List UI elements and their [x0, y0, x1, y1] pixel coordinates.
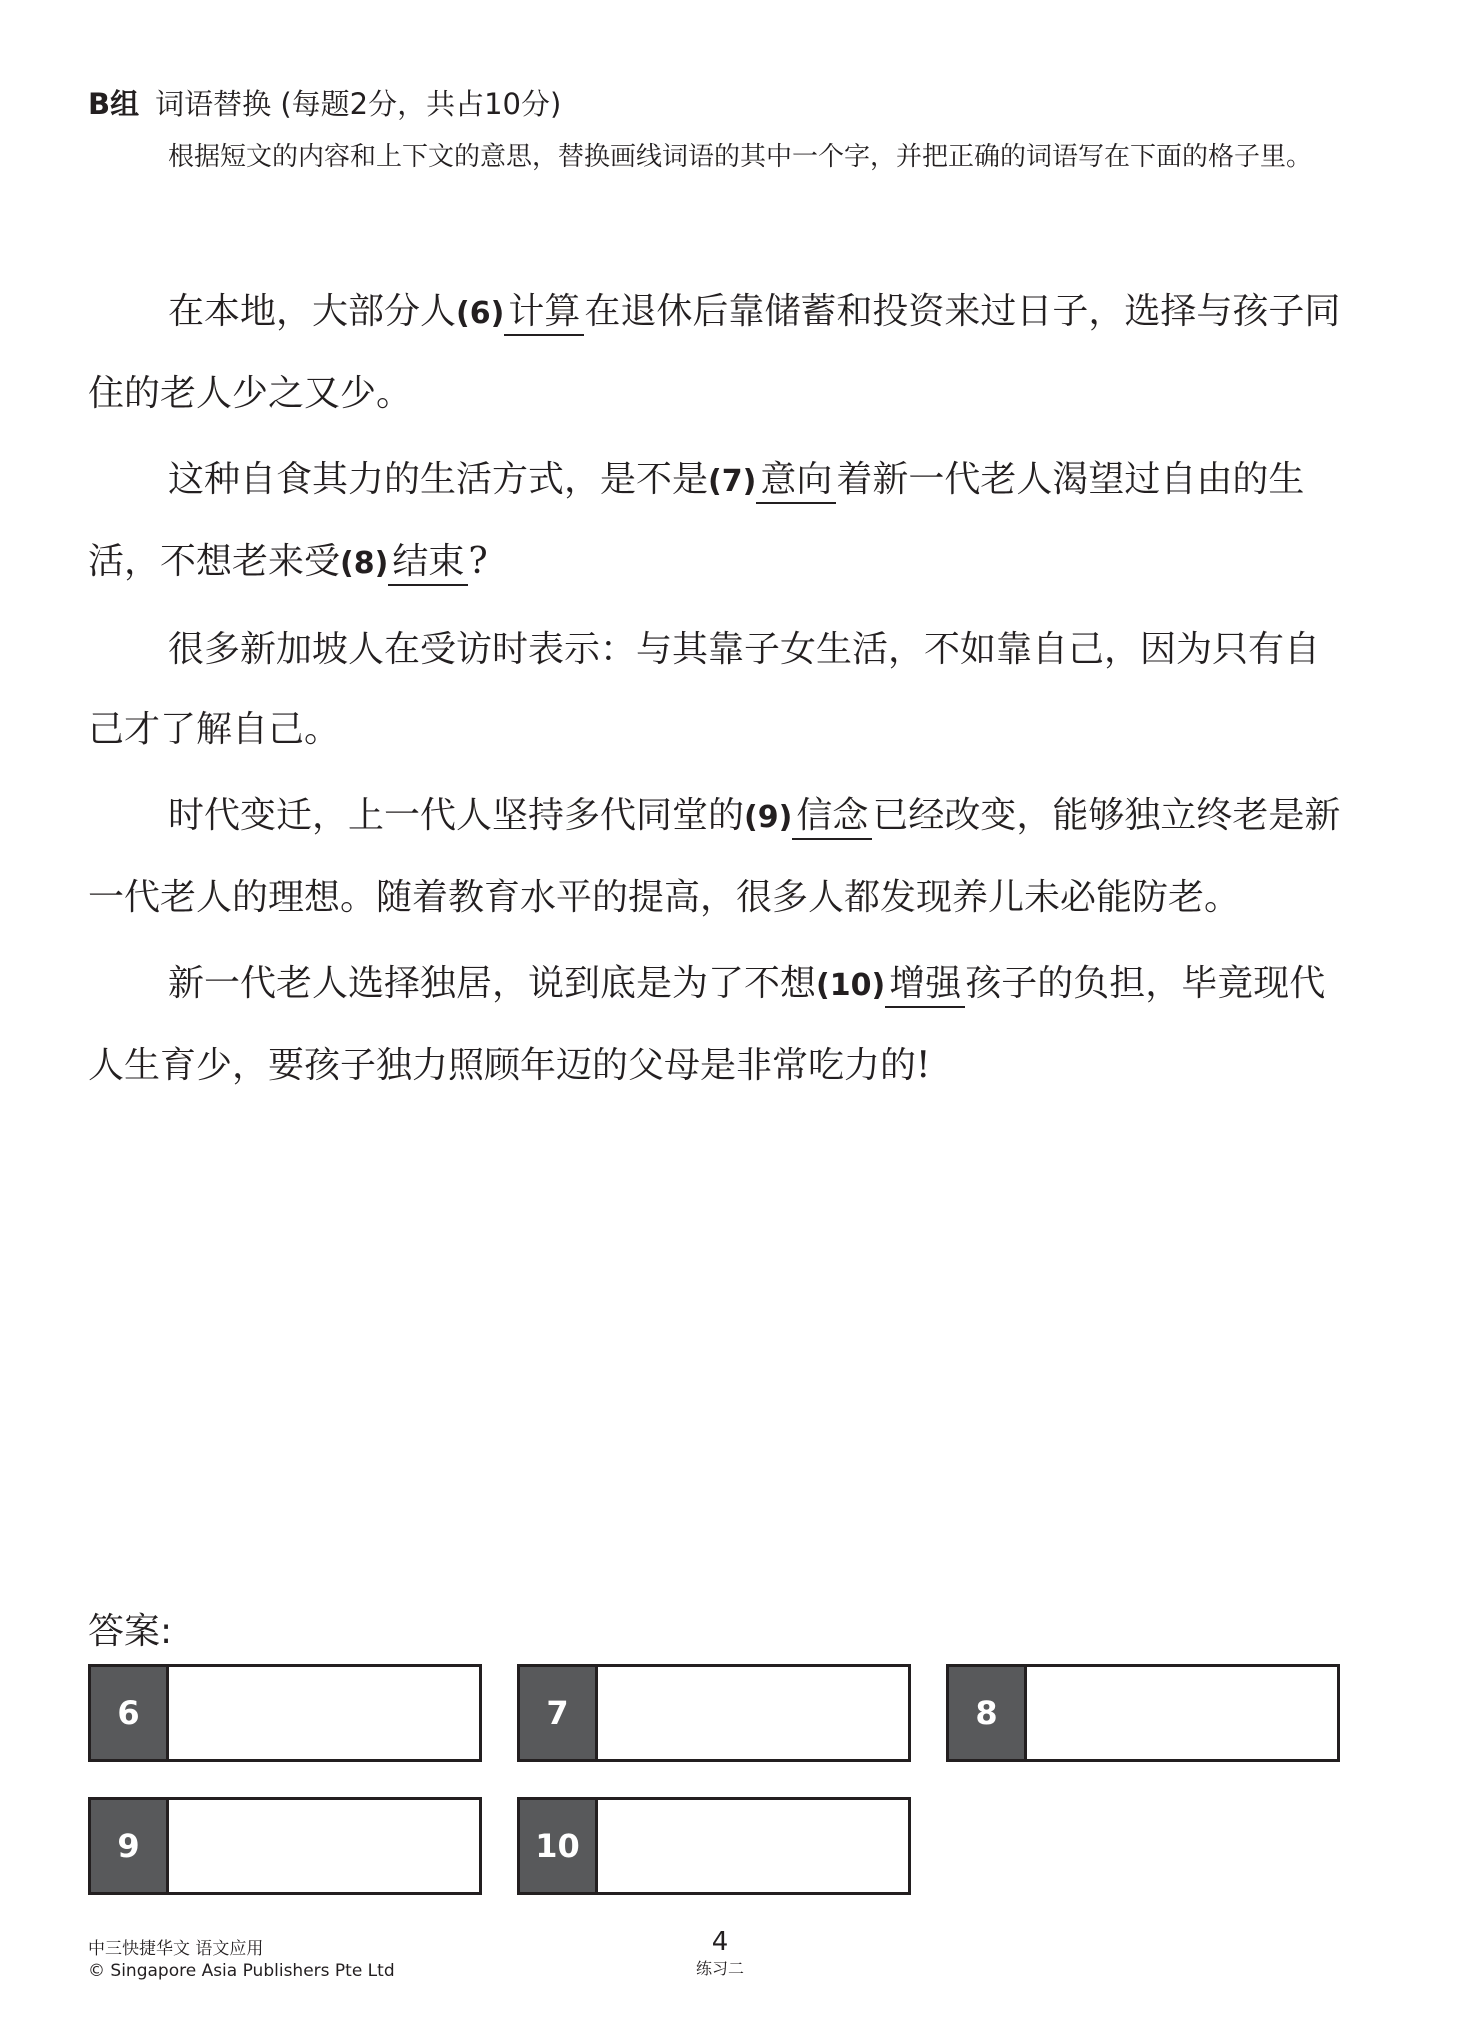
passage-text: 很多新加坡人在受访时表示：与其靠子女生活，不如靠自己，因为只有自己才了解自己。	[88, 629, 1321, 750]
answer-number-9: 9	[91, 1800, 169, 1892]
passage-text: ?	[468, 541, 488, 582]
answer-number-10: 10	[520, 1800, 598, 1892]
passage-paragraph-5	[88, 944, 1350, 1106]
answer-field-9[interactable]	[169, 1800, 479, 1892]
passage-paragraph-1	[88, 272, 1350, 434]
passage-text: 新一代老人选择独居，说到底是为了不想	[168, 963, 817, 1004]
passage-text: 在本地，大部分人	[168, 291, 457, 332]
answer-field-8[interactable]	[1027, 1667, 1337, 1759]
passage-text: 时代变迁，上一代人坚持多代同堂的	[168, 795, 745, 836]
underlined-word-10: 增强	[885, 963, 965, 1008]
passage-paragraph-2	[88, 440, 1350, 604]
answer-box-8	[946, 1664, 1340, 1762]
underlined-word-9: 信念	[792, 795, 872, 840]
page-number: 4	[711, 1927, 729, 1957]
footer-left	[88, 1938, 395, 1982]
answer-box-7	[517, 1664, 911, 1762]
question-number-8: (8)	[340, 546, 389, 581]
answer-field-7[interactable]	[598, 1667, 908, 1759]
underlined-word-8: 结束	[388, 541, 468, 586]
answer-number-8: 8	[949, 1667, 1027, 1759]
answer-box-6	[88, 1664, 482, 1762]
answers-label: 答案:	[88, 1611, 173, 1652]
passage-text: 这种自食其力的生活方式，是不是	[168, 459, 709, 500]
section-label: B组	[88, 87, 140, 121]
section-title: 词语替换 (每题2分，共占10分)	[155, 87, 562, 121]
passage-paragraph-4	[88, 776, 1350, 938]
question-number-7: (7)	[708, 464, 757, 499]
passage-text: 着新一代老人渴望过自由的生活，不想老来受	[88, 459, 1305, 582]
question-number-9: (9)	[744, 800, 793, 835]
answer-number-6: 6	[91, 1667, 169, 1759]
answer-field-6[interactable]	[169, 1667, 479, 1759]
footer-center	[660, 1926, 780, 1980]
answer-field-10[interactable]	[598, 1800, 908, 1892]
copyright: © Singapore Asia Publishers Pte Ltd	[88, 1961, 395, 1981]
section-header	[88, 84, 561, 124]
underlined-word-6: 计算	[504, 291, 584, 336]
passage-text: 已经改变，能够独立终老是新一代老人的理想。随着教育水平的提高，很多人都发现养儿未必能防老。	[88, 795, 1341, 918]
passage-text: 孩子的负担，毕竟现代人生育少，要孩子独力照顾年迈的父母是非常吃力的!	[88, 963, 1326, 1086]
passage-paragraph-3	[88, 610, 1350, 770]
passage	[88, 272, 1350, 1112]
passage-text: 在退休后靠储蓄和投资来过日子，选择与孩子同住的老人少之又少。	[88, 291, 1341, 414]
instruction-text: 根据短文的内容和上下文的意思，替换画线词语的其中一个字，并把正确的词语写在下面的格子里。	[168, 142, 1313, 172]
question-number-10: (10)	[816, 968, 886, 1003]
book-title: 中三快捷华文 语文应用	[88, 1939, 264, 1959]
answer-box-10	[517, 1797, 911, 1895]
answer-box-9	[88, 1797, 482, 1895]
answer-number-7: 7	[520, 1667, 598, 1759]
question-number-6: (6)	[456, 296, 505, 331]
exercise-label: 练习二	[695, 1959, 744, 1978]
underlined-word-7: 意向	[756, 459, 836, 504]
